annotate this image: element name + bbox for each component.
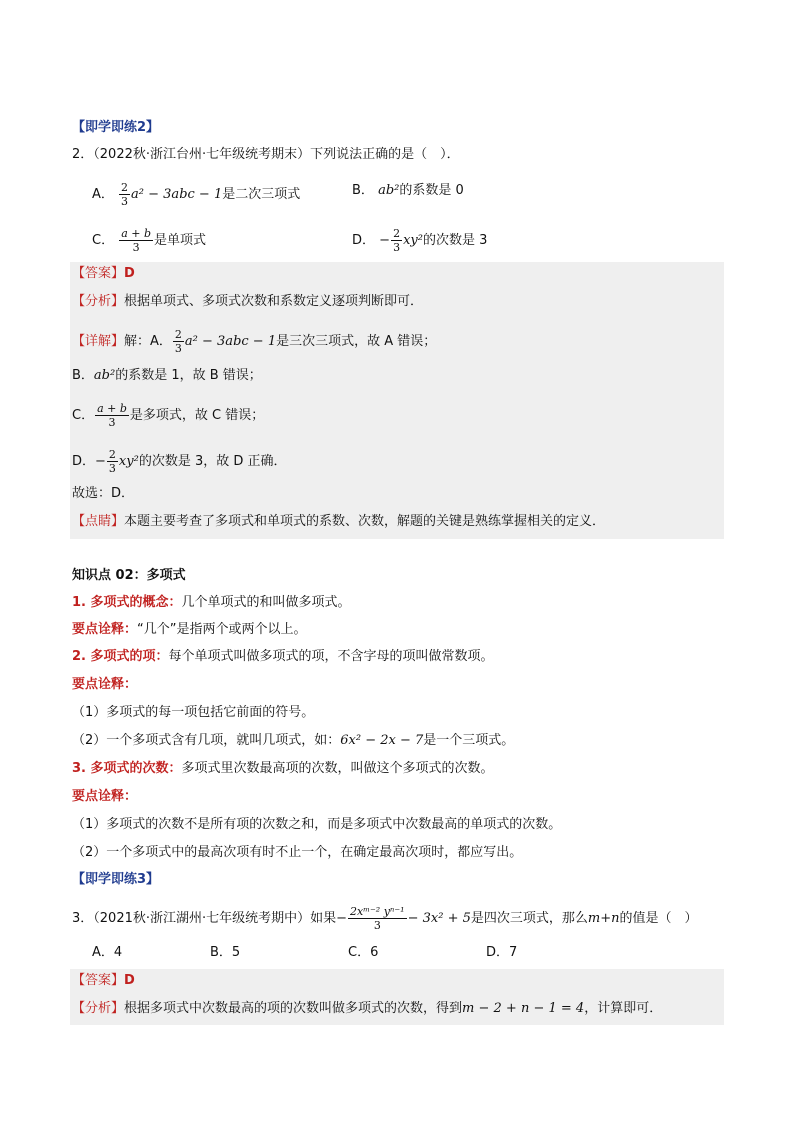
practice3-option-a: A．4 <box>92 945 123 960</box>
knowledge-note-2: 要点诠释： <box>72 677 138 692</box>
practice3-option-d: D．7 <box>486 945 518 960</box>
knowledge-note-3: 要点诠释： <box>72 789 138 804</box>
knowledge-item-2: （2）一个多项式含有几项，就叫几项式，如：6x² − 2x − 7是一个三项式。 <box>72 733 515 748</box>
practice2-option-b <box>352 181 464 201</box>
answer-tag: 【答案】 <box>72 266 125 281</box>
detail-line-b: B．ab²的系数是 1，故 B 错误； <box>72 368 262 383</box>
detail-tag: 【详解】 <box>72 334 125 349</box>
analysis-line <box>72 292 423 312</box>
knowledge-title: 知识点 02：多项式 <box>72 568 186 583</box>
choice-line: 故选：D． <box>72 486 135 501</box>
math-expression: a² − 3abc − 1 <box>131 187 223 202</box>
fraction: $\frac{\text{2xᵐ⁻² yⁿ⁻¹}}{3}$ <box>350 905 405 932</box>
option-label: C． <box>92 233 115 248</box>
knowledge-point-3: 3. 多项式的次数：多项式里次数最高项的次数，叫做这个多项式的次数。 <box>72 761 494 776</box>
practice2-option-a <box>92 181 300 208</box>
knowledge-item-1: （1）多项式的每一项包括它前面的符号。 <box>72 705 315 720</box>
comment-line: 【点睛】本题主要考查了多项式和单项式的系数、次数，解题的关键是熟练掌握相关的定义． <box>72 514 606 529</box>
answer-line-2: 【答案】D <box>72 973 135 988</box>
fraction: $\frac{a + b}{3}$ <box>97 402 127 429</box>
detail-line-a: 【详解】解：A． $\frac{2}{3}$ a² − 3abc − 1是三次三项式，故 A 错误； <box>72 328 437 355</box>
option-text: 是二次三项式 <box>222 187 301 202</box>
fraction: $\frac{2}{3}$ <box>121 181 129 208</box>
option-text: 的次数是 3 <box>422 233 488 248</box>
knowledge-point-2: 2. 多项式的项：每个单项式叫做多项式的项，不含字母的项叫做常数项。 <box>72 649 494 664</box>
practice3-question: 3．（2021秋·浙江湖州·七年级统考期中）如果− $\frac{\text{2xᵐ⁻² yⁿ⁻¹}}{3}$ − 3x² + 5是四次三项式，那么m+n的值是（ ） <box>72 905 698 932</box>
fraction: $\frac{2}{3}$ <box>174 328 182 355</box>
practice2-option-c <box>92 227 206 254</box>
option-label: B． <box>352 183 374 198</box>
detail-line-c: C． $\frac{a + b}{3}$ 是多项式，故 C 错误； <box>72 402 265 429</box>
knowledge-item-4: （2）一个多项式中的最高次项有时不止一个，在确定最高次项时，都应写出。 <box>72 845 523 860</box>
math-expression: m − 2 + n − 1 = 4 <box>462 1001 585 1016</box>
comment-tag: 【点睛】 <box>72 514 125 529</box>
option-label: D． <box>352 233 376 248</box>
math-expression: xy² <box>403 233 423 248</box>
knowledge-point-1: 1. 多项式的概念：几个单项式的和叫做多项式。 <box>72 595 351 610</box>
math-expression: ab² <box>93 368 116 383</box>
analysis-tag: 【分析】 <box>72 294 125 309</box>
fraction: $\frac{2}{3}$ <box>108 448 116 475</box>
practice2-heading: 【即学即练2】 <box>72 120 160 135</box>
math-expression: m+n <box>587 911 620 926</box>
practice3-option-c: C．6 <box>348 945 379 960</box>
math-sign: − <box>379 233 391 248</box>
practice2-question: 2．（2022秋·浙江台州·七年级统考期末）下列说法正确的是（ ）． <box>72 147 460 162</box>
option-text: 是单项式 <box>154 233 207 248</box>
fraction: $\frac{2}{3}$ <box>393 227 401 254</box>
option-label: A． <box>92 187 114 202</box>
math-expression: − 3x² + 5 <box>407 911 471 926</box>
practice3-option-b: B．5 <box>210 945 241 960</box>
practice3-heading: 【即学即练3】 <box>72 872 160 887</box>
analysis-text: 根据单项式、多项式次数和系数定义逐项判断即可． <box>124 294 424 309</box>
option-text: 的系数是 0 <box>399 183 464 198</box>
knowledge-note-1: 要点诠释：“几个”是指两个或两个以上。 <box>72 622 307 637</box>
math-expression: 6x² − 2x − 7 <box>340 733 424 748</box>
practice2-option-d <box>352 227 487 254</box>
answer-value: D <box>124 266 135 281</box>
math-expression: ab² <box>378 183 400 198</box>
analysis-line-2: 【分析】根据多项式中次数最高的项的次数叫做多项式的次数，得到m − 2 + n − 1 = 4，计算即可． <box>72 1001 663 1016</box>
detail-line-d: D．− $\frac{2}{3}$ xy²的次数是 3，故 D 正确． <box>72 448 287 475</box>
knowledge-item-3: （1）多项式的次数不是所有项的次数之和，而是多项式中次数最高的单项式的次数。 <box>72 817 562 832</box>
answer-line <box>72 264 135 284</box>
fraction: $\frac{a + b}{3}$ <box>121 227 152 254</box>
math-expression: a² − 3abc − 1 <box>184 334 277 349</box>
math-expression: xy² <box>118 454 139 469</box>
